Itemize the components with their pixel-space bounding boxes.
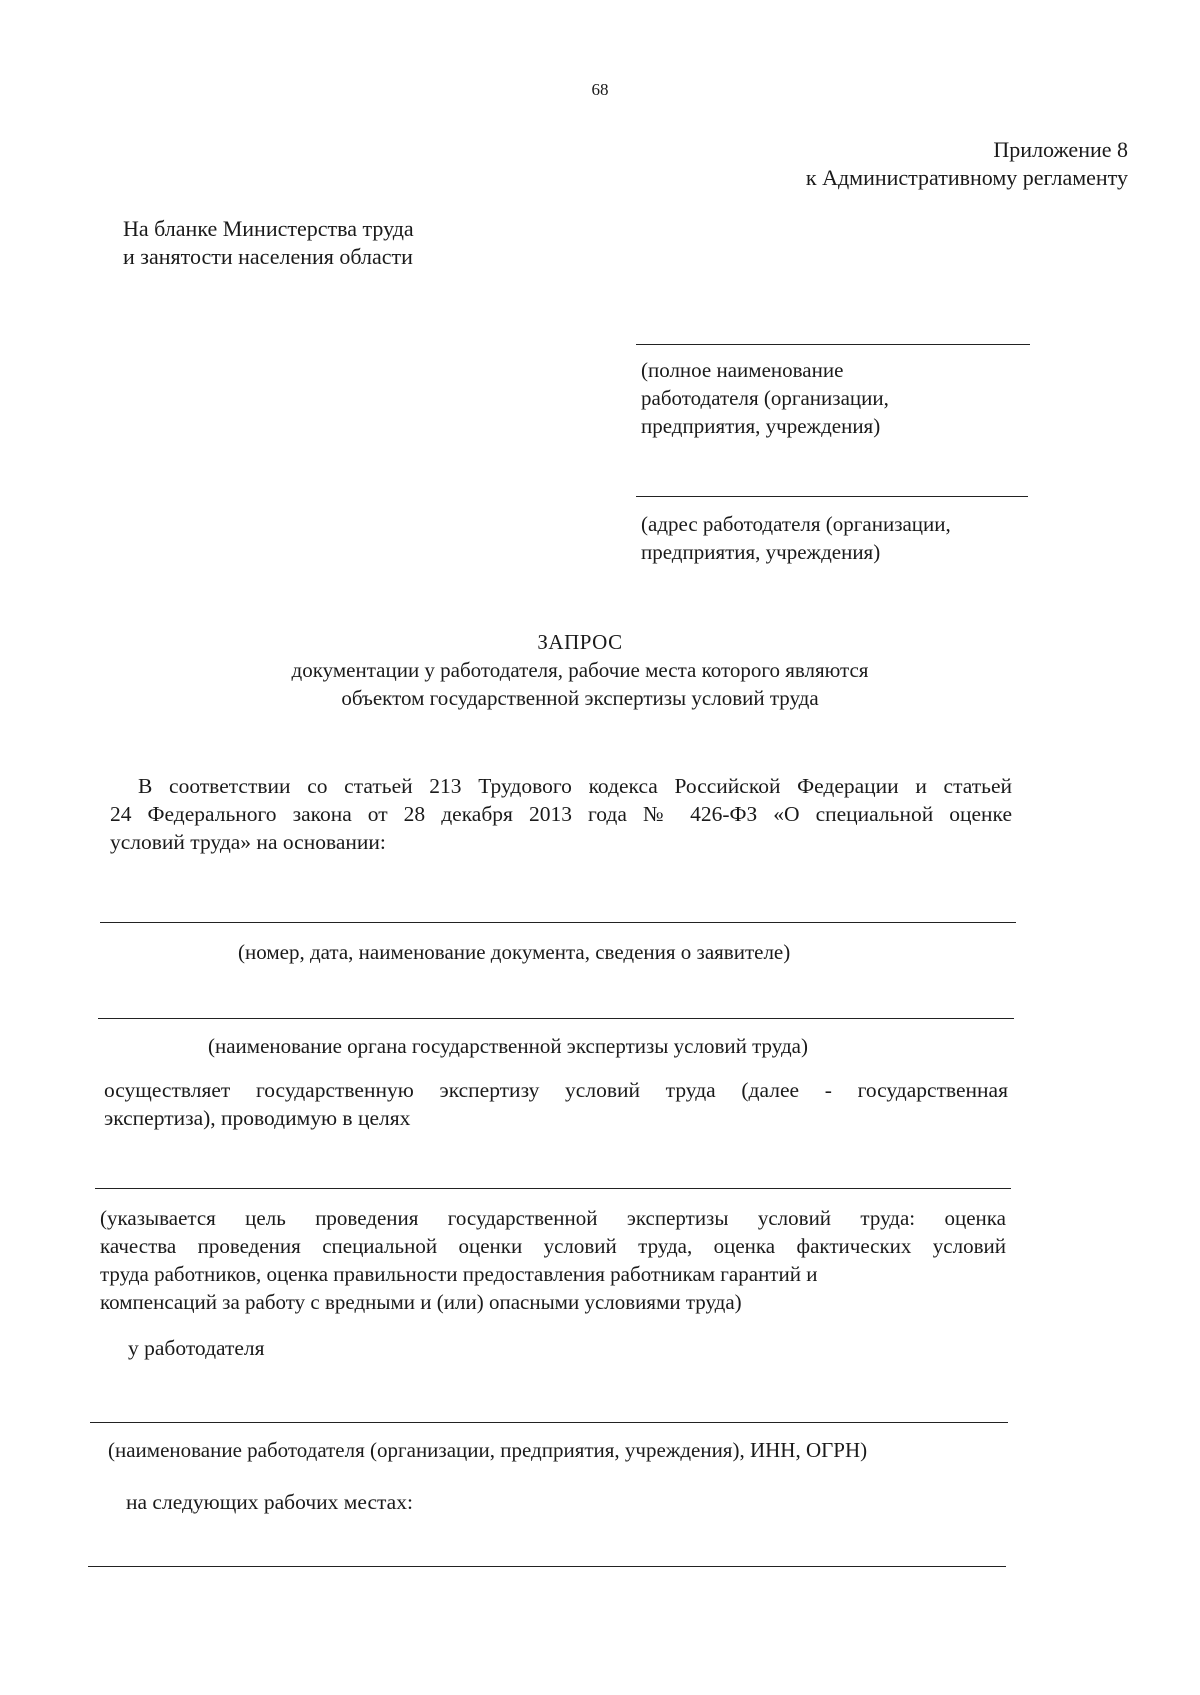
page-number: 68 xyxy=(591,80,609,99)
annex-line-2: к Административному регламенту xyxy=(805,165,1128,190)
employer-details-line xyxy=(90,1422,1008,1423)
employer-address-caption xyxy=(641,510,951,566)
paragraph-legal-basis-line-1: В соответствии со статьей 213 Трудового кодекса Российской Федерации и статьей xyxy=(138,774,1012,798)
purpose-caption-line-2: качества проведения специальной оценки условий труда, оценка фактических условий xyxy=(100,1234,1006,1258)
employer-address-caption-line-1: (адрес работодателя (организации, xyxy=(641,512,951,536)
title-heading: ЗАПРОС xyxy=(537,630,623,654)
document-info-caption: (номер, дата, наименование документа, сведения о заявителе) xyxy=(238,940,791,964)
title-subtitle-2: объектом государственной экспертизы условий труда xyxy=(341,686,819,710)
paragraph-expertise-line-1: осуществляет государственную экспертизу условий труда (далее - государственная xyxy=(104,1078,1008,1102)
purpose-caption-line-1: (указывается цель проведения государственной экспертизы условий труда: оценка xyxy=(100,1206,1006,1230)
employer-address-caption-line-2: предприятия, учреждения) xyxy=(641,540,881,564)
employer-name-caption-line-3: предприятия, учреждения) xyxy=(641,414,881,438)
paragraph-legal-basis-line-2: 24 Федерального закона от 28 декабря 2013 года № 426-ФЗ «О специальной оценке xyxy=(110,802,1012,826)
employer-name-caption-line-2: работодателя (организации, xyxy=(641,386,889,410)
paragraph-expertise-line-2: экспертиза), проводимую в целях xyxy=(104,1106,411,1130)
purpose-line xyxy=(95,1188,1011,1189)
purpose-caption-line-4: компенсаций за работу с вредными и (или) опасными условиями труда) xyxy=(100,1290,742,1314)
employer-name-caption-line-1: (полное наименование xyxy=(641,358,844,382)
paragraph-expertise xyxy=(104,1076,1008,1132)
letterhead-line-1: На бланке Министерства труда xyxy=(123,216,414,241)
document-title xyxy=(0,628,1180,712)
workplaces-label: на следующих рабочих местах: xyxy=(126,1490,413,1514)
employer-details-caption: (наименование работодателя (организации, предприятия, учреждения), ИНН, ОГРН) xyxy=(108,1438,868,1462)
annex-line-1: Приложение 8 xyxy=(993,137,1128,162)
document-info-line xyxy=(100,922,1016,923)
purpose-caption-line-3: труда работников, оценка правильности предоставления работникам гарантий и xyxy=(100,1262,818,1286)
letterhead-line-2: и занятости населения области xyxy=(123,244,413,269)
employer-name-caption xyxy=(641,356,889,440)
workplaces-line xyxy=(88,1566,1006,1567)
annex-reference xyxy=(806,136,1128,192)
paragraph-legal-basis-line-3: условий труда» на основании: xyxy=(110,830,386,854)
title-subtitle-1: документации у работодателя, рабочие места которого являются xyxy=(291,658,869,682)
authority-name-line xyxy=(98,1018,1014,1019)
paragraph-legal-basis xyxy=(110,772,1012,856)
letterhead-note xyxy=(123,215,414,271)
at-employer-label: у работодателя xyxy=(128,1336,265,1360)
purpose-caption xyxy=(100,1204,1006,1316)
employer-address-line xyxy=(636,496,1028,497)
employer-name-line xyxy=(636,344,1030,345)
authority-name-caption: (наименование органа государственной экспертизы условий труда) xyxy=(208,1034,808,1058)
